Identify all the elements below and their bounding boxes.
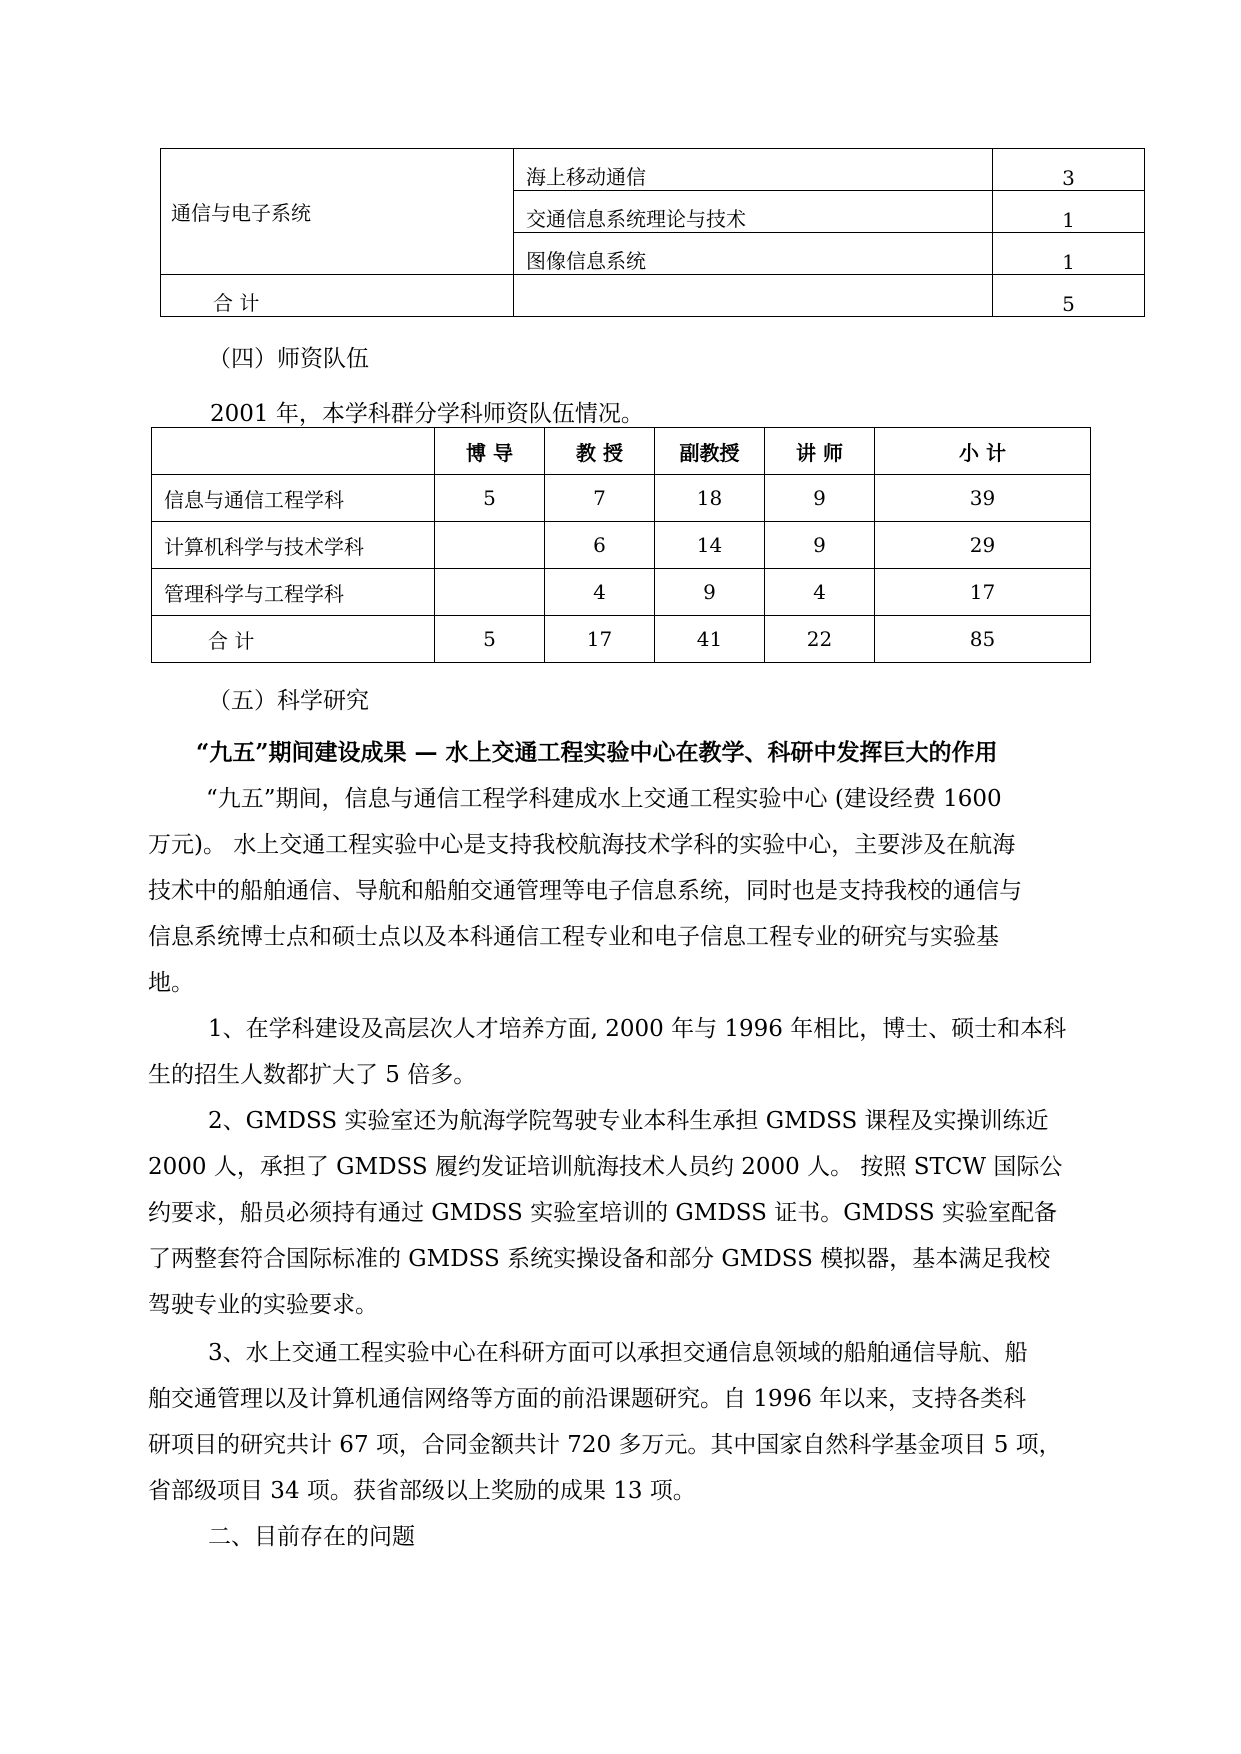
- count-cell: 3: [993, 149, 1145, 191]
- paragraph-line: 舶交通管理以及计算机通信网络等方面的前沿课题研究。自 1996 年以来，支持各类科: [148, 1386, 1027, 1412]
- column-header: 讲 师: [765, 428, 875, 475]
- column-header: [152, 428, 435, 475]
- table-cell: 4: [545, 569, 655, 616]
- table-row: [152, 522, 1091, 569]
- table-row: [152, 569, 1091, 616]
- table-cell: 9: [765, 475, 875, 522]
- paragraph-line: 2000 人，承担了 GMDSS 履约发证培训航海技术人员约 2000 人。 按照 STCW 国际公: [148, 1154, 1063, 1180]
- table-cell: [435, 522, 545, 569]
- table-cell: 29: [875, 522, 1091, 569]
- section-heading-problems: 二、目前存在的问题: [208, 1524, 415, 1550]
- column-header: 副教授: [655, 428, 765, 475]
- column-header: 小 计: [875, 428, 1091, 475]
- direction-cell: 图像信息系统: [514, 233, 993, 275]
- column-header: 博 导: [435, 428, 545, 475]
- table-cell: 17: [545, 616, 655, 663]
- row-label: 合 计: [152, 616, 435, 663]
- discipline-table: [160, 148, 1145, 317]
- paragraph-line: “九五”期间，信息与通信工程学科建成水上交通工程实验中心 (建设经费 1600: [206, 786, 1002, 812]
- table-cell: 7: [545, 475, 655, 522]
- discipline-cell: 通信与电子系统: [161, 149, 514, 275]
- table-cell: 5: [435, 616, 545, 663]
- direction-cell: 交通信息系统理论与技术: [514, 191, 993, 233]
- paragraph-line: 技术中的船舶通信、导航和船舶交通管理等电子信息系统，同时也是支持我校的通信与: [148, 878, 1022, 904]
- table-cell: 9: [655, 569, 765, 616]
- paragraph-line: 驾驶专业的实验要求。: [148, 1292, 378, 1318]
- paragraph-line: 1、在学科建设及高层次人才培养方面, 2000 年与 1996 年相比，博士、硕士和本科: [208, 1016, 1067, 1042]
- table-cell: 39: [875, 475, 1091, 522]
- column-header: 教 授: [545, 428, 655, 475]
- count-cell: 1: [993, 191, 1145, 233]
- table-cell: 18: [655, 475, 765, 522]
- paragraph-line: 地。: [148, 970, 194, 996]
- paragraph-line: 2、GMDSS 实验室还为航海学院驾驶专业本科生承担 GMDSS 课程及实操训练近: [208, 1108, 1049, 1134]
- row-label: 计算机科学与技术学科: [152, 522, 435, 569]
- paragraph-line: 研项目的研究共计 67 项，合同金额共计 720 多万元。其中国家自然科学基金项目 5 项，: [148, 1432, 1062, 1458]
- table-total-row: [161, 275, 1145, 317]
- total-direction-cell: [514, 275, 993, 317]
- table-cell: 17: [875, 569, 1091, 616]
- count-cell: 1: [993, 233, 1145, 275]
- section-heading-faculty: （四）师资队伍: [208, 346, 369, 372]
- paragraph-line: 约要求，船员必须持有通过 GMDSS 实验室培训的 GMDSS 证书。GMDSS 实验室配备: [148, 1200, 1057, 1226]
- table-row: [161, 149, 1145, 191]
- table-header-row: [152, 428, 1091, 475]
- direction-cell: 海上移动通信: [514, 149, 993, 191]
- paragraph-line: 生的招生人数都扩大了 5 倍多。: [148, 1062, 477, 1088]
- paragraph-line: 3、水上交通工程实验中心在科研方面可以承担交通信息领域的船舶通信导航、船: [208, 1340, 1028, 1366]
- paragraph-line: 信息系统博士点和硕士点以及本科通信工程专业和电子信息工程专业的研究与实验基: [148, 924, 999, 950]
- table-cell: [435, 569, 545, 616]
- paragraph-line: 万元)。 水上交通工程实验中心是支持我校航海技术学科的实验中心，主要涉及在航海: [148, 832, 1016, 858]
- table-cell: 5: [435, 475, 545, 522]
- table-cell: 9: [765, 522, 875, 569]
- table-cell: 14: [655, 522, 765, 569]
- table-total-row: [152, 616, 1091, 663]
- table-cell: 85: [875, 616, 1091, 663]
- section-heading-research: （五）科学研究: [208, 688, 369, 714]
- row-label: 信息与通信工程学科: [152, 475, 435, 522]
- total-label: 合 计: [161, 275, 514, 317]
- table-cell: 41: [655, 616, 765, 663]
- faculty-table: [151, 427, 1091, 663]
- total-count: 5: [993, 275, 1145, 317]
- faculty-intro: 2001 年，本学科群分学科师资队伍情况。: [210, 401, 644, 427]
- paragraph-line: 了两整套符合国际标准的 GMDSS 系统实操设备和部分 GMDSS 模拟器，基本满足我校: [148, 1246, 1051, 1272]
- research-bold-title: “九五”期间建设成果 — 水上交通工程实验中心在教学、科研中发挥巨大的作用: [196, 739, 998, 766]
- table-cell: 6: [545, 522, 655, 569]
- table-cell: 22: [765, 616, 875, 663]
- row-label: 管理科学与工程学科: [152, 569, 435, 616]
- table-cell: 4: [765, 569, 875, 616]
- paragraph-line: 省部级项目 34 项。获省部级以上奖励的成果 13 项。: [148, 1478, 696, 1504]
- table-row: [152, 475, 1091, 522]
